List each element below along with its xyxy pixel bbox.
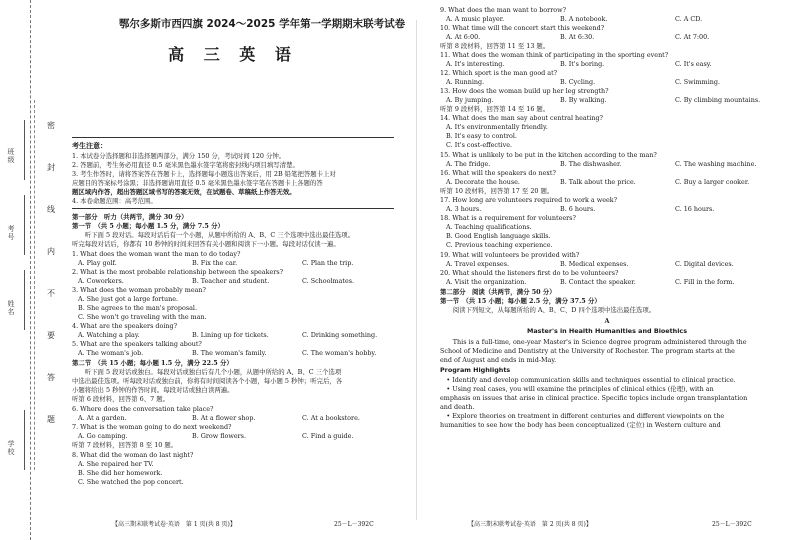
question-4: 4. What are the speakers doing? [72, 322, 177, 330]
notice-item: 1. 本试卷分选择题和非选择题两部分，满分 150 分，考试时间 120 分钟。 [72, 152, 286, 160]
option: C. Plan the trip. [302, 259, 354, 267]
option: B. Talk about the price. [560, 178, 636, 186]
notice-top-rule [72, 137, 394, 138]
question-19: 19. What will volunteers be provided with? [440, 251, 580, 259]
part2-intro: 阅读下列短文，从每题所给的 A、B、C、D 四个选项中选出最佳选项。 [440, 306, 656, 314]
option: B. Good English language skills. [446, 232, 551, 240]
question-3: 3. What does the woman probably mean? [72, 286, 206, 294]
paper-code: 25－L－392C [334, 521, 374, 528]
question-12: 12. Which sport is the man good at? [440, 69, 558, 77]
name-blank [24, 270, 25, 330]
class-label: 班级 [7, 148, 15, 164]
part1-heading: 第一部分 听力（共两节，满分 30 分） [72, 213, 188, 221]
question-18: 18. What is a requirement for volunteers? [440, 214, 576, 222]
seal-char: 要 [47, 331, 55, 340]
part2-heading: 第二部分 阅读（共两节，满分 50 分） [440, 288, 556, 296]
question-13: 13. How does the woman build up her leg strength? [440, 87, 609, 95]
paper-code: 25－L－392C [712, 521, 752, 528]
question-16: 16. What will the speakers do next? [440, 169, 556, 177]
section1-heading: 第一节 （共 5 小题；每小题 1.5 分，满分 7.5 分） [72, 222, 224, 230]
question-7: 7. What is the woman going to do next weekend? [72, 423, 232, 431]
seal-char: 答 [47, 373, 55, 382]
page-footer: 【高三期末联考试卷·英语 第 2 页(共 8 页)】 [468, 521, 592, 528]
option: C. Find a guide. [302, 432, 354, 440]
material-note: 听第 6 段材料，回答第 6、7 题。 [72, 395, 170, 403]
material-note: 听第 9 段材料，回答第 14 至 16 题。 [440, 105, 550, 113]
highlight-line: • Identify and develop communication skills and techniques essential to clinical practice. [440, 376, 736, 384]
option: A. At 6:00. [446, 33, 481, 41]
option: C. It's cost-effective. [446, 141, 513, 149]
option: B. Fix the car. [192, 259, 238, 267]
school-label: 学校 [7, 440, 15, 456]
option: B. Teacher and student. [192, 277, 270, 285]
class-blank [24, 120, 25, 180]
section1-intro: 听完每段对话后，你都有 10 秒钟的时间来回答有关小题和阅读下一小题。每段对话仅读一遍。 [72, 240, 340, 248]
highlight-line: emphasis on issues that arise in clinical practice. Specific topics include organ transplantation [440, 394, 748, 402]
option: A. 3 hours. [446, 205, 482, 213]
question-11: 11. What does the woman think of participating in the sporting event? [440, 51, 669, 59]
option: C. Buy a larger cooker. [675, 178, 750, 186]
option: B. It's easy to control. [446, 132, 517, 140]
question-8: 8. What did the woman do last night? [72, 451, 194, 459]
option: A. Teaching qualifications. [446, 223, 532, 231]
question-17: 17. How long are volunteers required to work a week? [440, 196, 618, 204]
seal-char: 线 [47, 205, 55, 214]
seal-char: 题 [47, 415, 55, 424]
seal-dashed-line [34, 100, 35, 470]
option: B. Medical expenses. [560, 260, 629, 268]
highlight-line: humanities to see how the body has been conceptualized (定位) in Western culture and [440, 421, 721, 429]
option: C. The woman's hobby. [302, 349, 377, 357]
question-14: 14. What does the man say about central heating? [440, 114, 603, 122]
option: A. At a garden. [78, 414, 127, 422]
option: B. The woman's family. [192, 349, 267, 357]
option: A. It's environmentally friendly. [446, 123, 548, 131]
option: C. It's easy. [675, 60, 712, 68]
seal-char: 不 [47, 289, 55, 298]
notice-item: 3. 考生作答时，请将答案答在答题卡上，选择题每小题选出答案后，用 2B 铅笔把答题卡上对 [72, 170, 336, 178]
subject-title: 高 三 英 语 [168, 45, 298, 64]
passage-line: end of August and ends in mid-May. [440, 356, 557, 364]
section2-intro: 小题将给出 5 秒钟的作答时间。每段对话或独白读两遍。 [72, 386, 234, 394]
option: B. Grow flowers. [192, 432, 246, 440]
option: C. At 7:00. [675, 33, 710, 41]
option: A. Decorate the house. [446, 178, 520, 186]
option: B. 6 hours. [560, 205, 596, 213]
option: C. At a bookstore. [302, 414, 360, 422]
school-blank [24, 410, 25, 470]
option: A. The woman's job. [78, 349, 144, 357]
highlight-line: • Explore theories on treatment in different centuries and different viewpoints on the [440, 412, 725, 420]
option: C. A CD. [675, 15, 703, 23]
option: A. Visit the organization. [446, 278, 527, 286]
option: A. Play golf. [78, 259, 117, 267]
option: A. Watching a play. [78, 331, 140, 339]
option: C. 16 hours. [675, 205, 715, 213]
option: C. By climbing mountains. [675, 96, 761, 104]
seal-char: 封 [47, 163, 55, 172]
option: A. Travel expenses. [446, 260, 510, 268]
option: A. Running. [446, 78, 485, 86]
question-5: 5. What are the speakers talking about? [72, 340, 202, 348]
option: B. Lining up for tickets. [192, 331, 269, 339]
question-20: 20. What should the listeners first do to be volunteers? [440, 269, 619, 277]
option: C. She watched the pop concert. [78, 478, 184, 486]
question-6: 6. Where does the conversation take place? [72, 405, 214, 413]
option: B. She agrees to the man's proposal. [78, 304, 197, 312]
option: C. Swimming. [675, 78, 721, 86]
question-10: 10. What time will the concert start this weekend? [440, 24, 605, 32]
passage-letter: A [604, 317, 610, 325]
exam-title: 鄂尔多斯市西四旗 2024～2025 学年第一学期期末联考试卷 [118, 18, 406, 30]
option: A. It's interesting. [446, 60, 505, 68]
material-note: 听第 10 段材料，回答第 17 至 20 题。 [440, 187, 554, 195]
option: B. She did her homework. [78, 469, 163, 477]
binding-margin [0, 0, 31, 540]
question-1: 1. What does the woman want the man to do today? [72, 250, 241, 258]
exam-number-blank [24, 195, 25, 255]
page-1 [72, 0, 406, 540]
passage-line: School of Medicine and Dentistry at the University of Rochester. The program starts at the [440, 347, 735, 355]
option: B. The dishwasher. [560, 160, 622, 168]
option: B. By walking. [560, 96, 607, 104]
passage-title: Master's in Health Humanities and Bioethics [526, 327, 688, 335]
question-9: 9. What does the man want to borrow? [440, 6, 567, 14]
notice-bottom-rule [72, 208, 394, 209]
notice-item: 题区域内作答，超出答题区域书写的答案无效，在试题卷、草稿纸上作答无效。 [72, 188, 296, 196]
passage-line: This is a full-time, one-year Master's in Science degree program administered through the [440, 338, 747, 346]
notice-heading: 考生注意： [72, 141, 107, 150]
material-note: 听第 7 段材料，回答第 8 至 10 题。 [72, 441, 178, 449]
highlight-line: and death. [440, 403, 475, 411]
option: A. Go camping. [78, 432, 128, 440]
option: B. A notebook. [560, 15, 608, 23]
section1-intro: 听下面 5 段对话。每段对话后有一个小题，从题中所给的 A、B、C 三个选项中选出最佳选项。 [72, 231, 355, 239]
option: C. Digital devices. [675, 260, 734, 268]
notice-item: 2. 答题前，考生务必用直径 0.5 毫米黑色墨水签字笔将密封线内项目填写清楚。 [72, 161, 299, 169]
page-2 [440, 0, 774, 540]
seal-warning [44, 120, 58, 450]
exam-number-label: 考号 [7, 225, 15, 241]
option: B. Contact the speaker. [560, 278, 636, 286]
option: C. Previous teaching experience. [446, 241, 553, 249]
page-divider [416, 20, 417, 520]
option: B. At 6:30. [560, 33, 595, 41]
option: A. By jumping. [446, 96, 494, 104]
notice-item: 应题目的答案标号涂黑；非选择题请用直径 0.5 毫米黑色墨水签字笔在答题卡上各题的答 [72, 179, 323, 187]
option: B. At a flower shop. [192, 414, 256, 422]
name-label: 姓名 [7, 300, 15, 316]
option: A. She just got a large fortune. [78, 295, 179, 303]
part2-section1-heading: 第一节 （共 15 小题；每小题 2.5 分，满分 37.5 分） [440, 297, 601, 305]
seal-char: 内 [47, 247, 55, 256]
option: A. The fridge. [446, 160, 491, 168]
option: B. It's boring. [560, 60, 605, 68]
option: B. Cycling. [560, 78, 596, 86]
highlight-line: • Using real cases, you will examine the principles of clinical ethics (伦理), with an [440, 385, 714, 393]
option: C. Schoolmates. [302, 277, 355, 285]
section2-heading: 第二节 （共 15 小题；每小题 1.5 分，满分 22.5 分） [72, 359, 233, 367]
page-footer: 【高三期末联考试卷·英语 第 1 页(共 8 页)】 [112, 521, 236, 528]
section2-intro: 听下面 5 段对话或独白。每段对话或独白后有几个小题，从题中所给的 A、B、C 三个选项 [72, 368, 342, 376]
highlights-heading: Program Highlights [440, 366, 511, 374]
seal-char: 密 [47, 121, 55, 130]
option: C. Drinking something. [302, 331, 378, 339]
option: C. The washing machine. [675, 160, 757, 168]
question-15: 15. What is unlikely to be put in the kitchen according to the man? [440, 151, 657, 159]
option: A. Coworkers. [78, 277, 124, 285]
option: A. She repaired her TV. [78, 460, 154, 468]
material-note: 听第 8 段材料，回答第 11 至 13 题。 [440, 42, 550, 50]
option: C. She won't go traveling with the man. [78, 313, 207, 321]
section2-intro: 中选出最佳选项。听每段对话或独白前，你将有时间阅读各个小题，每小题 5 秒钟；听完后，各 [72, 377, 343, 385]
option: C. Fill in the form. [675, 278, 735, 286]
notice-item: 4. 本卷命题范围：高考范围。 [72, 197, 157, 205]
question-2: 2. What is the most probable relationship between the speakers? [72, 268, 284, 276]
option: A. A music player. [446, 15, 505, 23]
